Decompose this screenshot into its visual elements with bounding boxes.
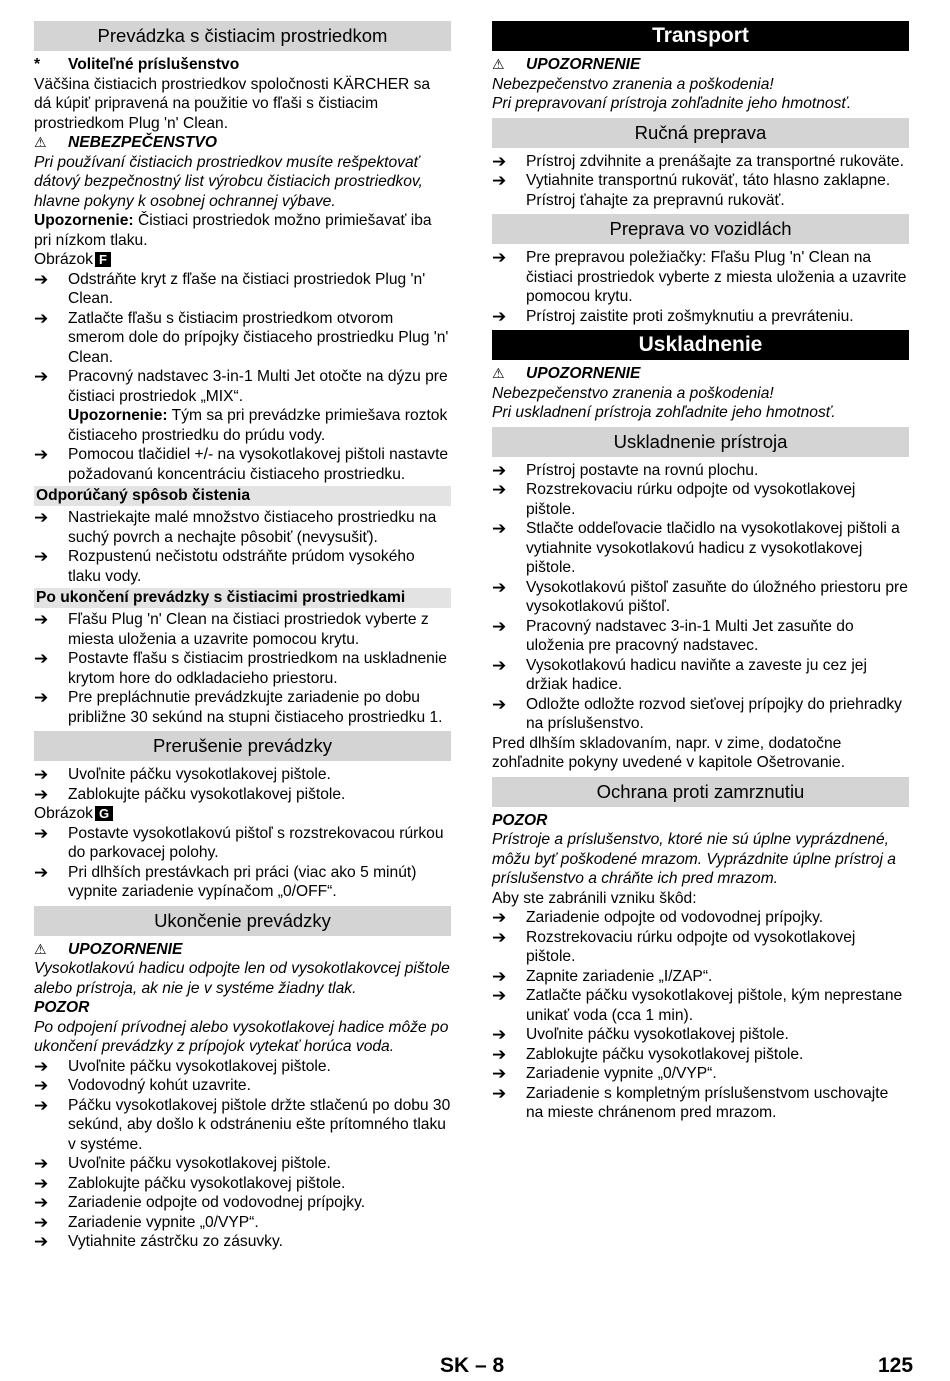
- list-item: ➔ Pracovný nadstavec 3-in-1 Multi Jet zasuňte do uloženia pre pracovný nadstavec.: [492, 616, 854, 654]
- section-title-frost-protection: Ochrana proti zamrznutiu: [492, 777, 909, 807]
- arrow-icon: ➔: [492, 1025, 507, 1044]
- arrow-icon: ➔: [34, 1193, 49, 1212]
- note-paragraph: Upozornenie: Čistiaci prostriedok možno primiešavať iba pri nízkom tlaku.: [34, 212, 432, 249]
- list-item: ➔ Nastriekajte malé množstvo čistiaceho prostriedku na suchý povrch a nechajte pôsobiť (nevysušiť).: [34, 508, 437, 546]
- section-title-vehicle-transport: Preprava vo vozidlách: [492, 214, 909, 244]
- list-item: ➔ Páčku vysokotlakovej pištole držte stlačenú po dobu 30 sekúnd, aby došlo k odstráneniu ešte prítomného tlaku v systéme.: [34, 1095, 451, 1153]
- list-item: ➔ Zatlačte páčku vysokotlakovej pištole, kým neprestane unikať voda (cca 1 min).: [492, 986, 903, 1024]
- list-item: ➔ Zablokujte páčku vysokotlakovej pištole.: [492, 1044, 804, 1064]
- arrow-icon: ➔: [34, 445, 49, 464]
- arrow-icon: ➔: [492, 1083, 507, 1103]
- arrow-icon: ➔: [34, 1056, 49, 1076]
- danger-heading: ⚠ NEBEZPEČENSTVO: [34, 134, 218, 151]
- figure-ref-g: Obrázok G: [34, 804, 451, 824]
- list-item: ➔ Zariadenie vypnite „0/VYP“.: [492, 1064, 717, 1083]
- storage-warning-text-2: Pri uskladnení prístroja zohľadnite jeho hmotnosť.: [492, 404, 836, 421]
- storage-warning-text-1: Nebezpečenstvo zranenia a poškodenia!: [492, 384, 774, 402]
- arrow-icon: ➔: [492, 927, 507, 947]
- subsection-title-recommended: Odporúčaný spôsob čistenia: [34, 486, 451, 506]
- transport-warning-text-1: Nebezpečenstvo zranenia a poškodenia!: [492, 75, 774, 93]
- storage-after-text: Pred dlhším skladovaním, napr. v zime, dodatočne zohľadnite pokyny uvedené v kapitole Ošetrovanie.: [492, 734, 846, 771]
- footer-page-number: 125: [878, 1354, 914, 1377]
- device-storage-list: [492, 461, 909, 734]
- list-item: ➔ Vysokotlakovú hadicu naviňte a zaveste ju cez jej držiak hadice.: [492, 655, 867, 693]
- arrow-icon: ➔: [34, 367, 49, 386]
- left-column: [34, 21, 451, 1252]
- section-title-cleaning-agent: Prevádzka s čistiacim prostriedkom: [34, 21, 451, 51]
- list-item: ➔ Vysokotlakovú pištoľ zasuňte do úložného priestoru pre vysokotlakovú pištoľ.: [492, 577, 908, 615]
- list-item: ➔ Prístroj zdvihnite a prenášajte za transportné rukoväte.: [492, 151, 904, 171]
- shutdown-list: [34, 1057, 451, 1252]
- list-item: ➔ Zariadenie vypnite „0/VYP“.: [34, 1212, 259, 1232]
- arrow-icon: ➔: [492, 460, 507, 480]
- list-item: ➔ Zariadenie odpojte od vodovodnej prípojky.: [492, 908, 824, 927]
- list-item: ➔ Zablokujte páčku vysokotlakovej pištole.: [34, 784, 346, 804]
- list-item: ➔ Pre prepravou poležiačky: Fľašu Plug 'n' Clean na čistiaci prostriedok vyberte z miesta uloženia a uzavrite pomocou krytu.: [492, 248, 907, 305]
- accessory-text: Väčšina čistiacich prostriedkov spoločnosti KÄRCHER sa dá kúpiť pripravená na použitie vo fľaši s čistiacim prostriedkom Plug 'n' Clean.: [34, 75, 431, 132]
- arrow-icon: ➔: [34, 823, 49, 843]
- figure-badge-f: F: [95, 252, 111, 267]
- figure-badge-g: G: [95, 806, 113, 821]
- figure-ref-f: Obrázok F: [34, 250, 451, 270]
- warning-icon: ⚠: [34, 940, 47, 957]
- list-item: ➔ Pri dlhších prestávkach pri práci (viac ako 5 minút) vypnite zariadenie vypínačom „0/OFF“.: [34, 862, 417, 900]
- arrow-icon: ➔: [34, 308, 49, 328]
- arrow-icon: ➔: [492, 1044, 507, 1064]
- arrow-icon: ➔: [34, 1154, 49, 1173]
- list-item: ➔ Prístroj postavte na rovnú plochu.: [492, 460, 759, 480]
- section-title-storage: Uskladnenie: [492, 330, 909, 360]
- accessory-heading: * Voliteľné príslušenstvo: [34, 56, 240, 73]
- list-item: ➔ Pre prepláchnutie prevádzkujte zariadenie po dobu približne 30 sekúnd na stupni čistiaceho prostriedku 1.: [34, 688, 443, 726]
- arrow-icon: ➔: [492, 694, 507, 714]
- arrow-icon: ➔: [34, 862, 49, 882]
- arrow-icon: ➔: [34, 1232, 49, 1251]
- list-item: ➔ Rozstrekovaciu rúrku odpojte od vysokotlakovej pištole.: [492, 927, 856, 965]
- shutdown-caution-heading: POZOR: [34, 999, 90, 1016]
- section-title-manual-transport: Ručná preprava: [492, 118, 909, 148]
- arrow-icon: ➔: [492, 577, 507, 597]
- list-item: ➔ Vodovodný kohút uzavrite.: [34, 1076, 251, 1095]
- manual-transport-list: [492, 152, 909, 211]
- arrow-icon: ➔: [34, 1095, 49, 1115]
- list-item: ➔ Zablokujte páčku vysokotlakovej pištole.: [34, 1173, 346, 1193]
- arrow-icon: ➔: [492, 248, 507, 267]
- interruption-list-b: [34, 824, 451, 902]
- list-item: ➔ Postavte vysokotlakovú pištoľ s rozstrekovacou rúrkou do parkovacej polohy.: [34, 823, 444, 861]
- list-item: ➔ Stlačte oddeľovacie tlačidlo na vysokotlakovej pištoli a vytiahnite vysokotlakovú hadicu z vysokotlakovej pištole.: [492, 519, 900, 576]
- danger-text: Pri používaní čistiacich prostriedkov musíte rešpektovať dátový bezpečnostný list výrobcu čistiacich prostriedkov, hlavne pokyny k osobnej ochrannej výbave.: [34, 153, 423, 210]
- frost-caution-heading: POZOR: [492, 811, 548, 829]
- after-use-list: [34, 610, 451, 727]
- warning-icon: ⚠: [492, 56, 505, 72]
- interruption-list-a: [34, 765, 451, 804]
- list-item: ➔ Zariadenie s kompletným príslušenstvom uschovajte na mieste chránenom pred mrazom.: [492, 1083, 889, 1121]
- list-item: ➔ Vytiahnite zástrčku zo zásuvky.: [34, 1232, 283, 1251]
- footer-section-label: SK – 8: [440, 1354, 505, 1377]
- arrow-icon: ➔: [34, 610, 49, 629]
- arrow-icon: ➔: [492, 655, 507, 675]
- section-title-device-storage: Uskladnenie prístroja: [492, 427, 909, 457]
- arrow-icon: ➔: [34, 1076, 49, 1095]
- list-item: ➔ Rozpustenú nečistotu odstráňte prúdom vysokého tlaku vody.: [34, 547, 415, 585]
- section-title-transport: Transport: [492, 21, 909, 51]
- warning-icon: ⚠: [492, 365, 505, 381]
- arrow-icon: ➔: [34, 784, 49, 804]
- arrow-icon: ➔: [492, 480, 507, 499]
- right-column: [492, 21, 909, 1123]
- arrow-icon: ➔: [492, 616, 507, 636]
- arrow-icon: ➔: [34, 508, 49, 527]
- arrow-icon: ➔: [34, 1173, 49, 1193]
- frost-intro: Aby ste zabránili vzniku škôd:: [492, 889, 697, 907]
- shutdown-caution-text: Po odpojení prívodnej alebo vysokotlakovej hadice môže po ukončení prevádzky z prípojok vytekať horúca voda.: [34, 1018, 449, 1055]
- list-item: ➔ Uvoľnite páčku vysokotlakovej pištole.: [34, 1154, 331, 1173]
- list-item: ➔ Uvoľnite páčku vysokotlakovej pištole.: [34, 1056, 331, 1076]
- list-item: ➔ Prístroj zaistite proti zošmyknutiu a prevráteniu.: [492, 306, 854, 326]
- transport-warning-heading: ⚠ UPOZORNENIE: [492, 56, 641, 73]
- arrow-icon: ➔: [34, 547, 49, 566]
- arrow-icon: ➔: [492, 908, 507, 927]
- list-item: ➔ Zariadenie odpojte od vodovodnej prípojky.: [34, 1193, 366, 1212]
- list-item: ➔ Rozstrekovaciu rúrku odpojte od vysokotlakovej pištole.: [492, 480, 856, 518]
- arrow-icon: ➔: [34, 688, 49, 707]
- inline-note: Upozornenie: Tým sa pri prevádzke primiešava roztok čistiaceho prostriedku do prúdu vody.: [68, 407, 448, 444]
- list-item: ➔ Uvoľnite páčku vysokotlakovej pištole.: [492, 1025, 789, 1044]
- recommended-list: [34, 508, 451, 586]
- subsection-title-after-use: Po ukončení prevádzky s čistiacimi prostriedkami: [34, 588, 451, 608]
- arrow-icon: ➔: [492, 519, 507, 538]
- arrow-icon: ➔: [492, 986, 507, 1005]
- shutdown-warning-heading: ⚠ UPOZORNENIE: [34, 940, 183, 958]
- list-item: ➔ Postavte fľašu s čistiacim prostriedkom na uskladnenie krytom hore do odkladacieho priestoru.: [34, 649, 447, 687]
- section-title-shutdown: Ukončenie prevádzky: [34, 906, 451, 936]
- vehicle-transport-list: [492, 248, 909, 326]
- arrow-icon: ➔: [34, 765, 49, 784]
- warning-icon: ⚠: [34, 134, 47, 150]
- section-title-interruption: Prerušenie prevádzky: [34, 731, 451, 761]
- arrow-icon: ➔: [492, 151, 507, 171]
- shutdown-warning-text: Vysokotlakovú hadicu odpojte len od vysokotlakovcej pištole alebo prístroja, ak nie je v systéme žiadny tlak.: [34, 960, 450, 997]
- list-item: ➔ Odložte odložte rozvod sieťovej prípojky do priehradky na príslušenstvo.: [492, 694, 902, 732]
- arrow-icon: ➔: [492, 1064, 507, 1083]
- storage-warning-heading: ⚠ UPOZORNENIE: [492, 365, 641, 382]
- arrow-icon: ➔: [34, 1212, 49, 1232]
- arrow-icon: ➔: [492, 966, 507, 986]
- arrow-icon: ➔: [34, 269, 49, 289]
- list-item: ➔ Pracovný nadstavec 3-in-1 Multi Jet otočte na dýzu pre čistiaci prostriedok „MIX“. Upozornenie: Tým sa pri prevádzke primiešava roztok čistiaceho prostriedku do prúdu vody.: [34, 367, 451, 445]
- cleaning-steps-list: [34, 270, 451, 485]
- arrow-icon: ➔: [492, 171, 507, 190]
- arrow-icon: ➔: [34, 649, 49, 668]
- list-item: ➔ Zatlačte fľašu s čistiacim prostriedkom otvorom smerom dole do prípojky čistiaceho prostriedku Plug 'n' Clean.: [34, 308, 449, 366]
- list-item: ➔ Vytiahnite transportnú rukoväť, táto hlasno zaklapne. Prístroj ťahajte za prepravnú rukoväť.: [492, 171, 891, 209]
- arrow-icon: ➔: [492, 306, 507, 326]
- frost-list: [492, 908, 909, 1123]
- list-item: ➔ Odstráňte kryt z fľaše na čistiaci prostriedok Plug 'n' Clean.: [34, 269, 426, 307]
- list-item: ➔ Zapnite zariadenie „I/ZAP“.: [492, 966, 713, 986]
- frost-caution-text: Prístroje a príslušenstvo, ktoré nie sú úplne vyprázdnené, môžu byť poškodené mrazom. Vyprázdnite úplne prístroj a príslušenstvo a chráňte ich pred mrazom.: [492, 831, 896, 887]
- list-item: ➔ Fľašu Plug 'n' Clean na čistiaci prostriedok vyberte z miesta uloženia a uzavrite pomocou krytu.: [34, 610, 429, 648]
- transport-warning-text-2: Pri prepravovaní prístroja zohľadnite jeho hmotnosť.: [492, 95, 852, 112]
- list-item: ➔ Pomocou tlačidiel +/- na vysokotlakovej pištoli nastavte požadovanú koncentráciu čistiaceho prostriedku.: [34, 445, 449, 483]
- list-item: ➔ Uvoľnite páčku vysokotlakovej pištole.: [34, 765, 331, 784]
